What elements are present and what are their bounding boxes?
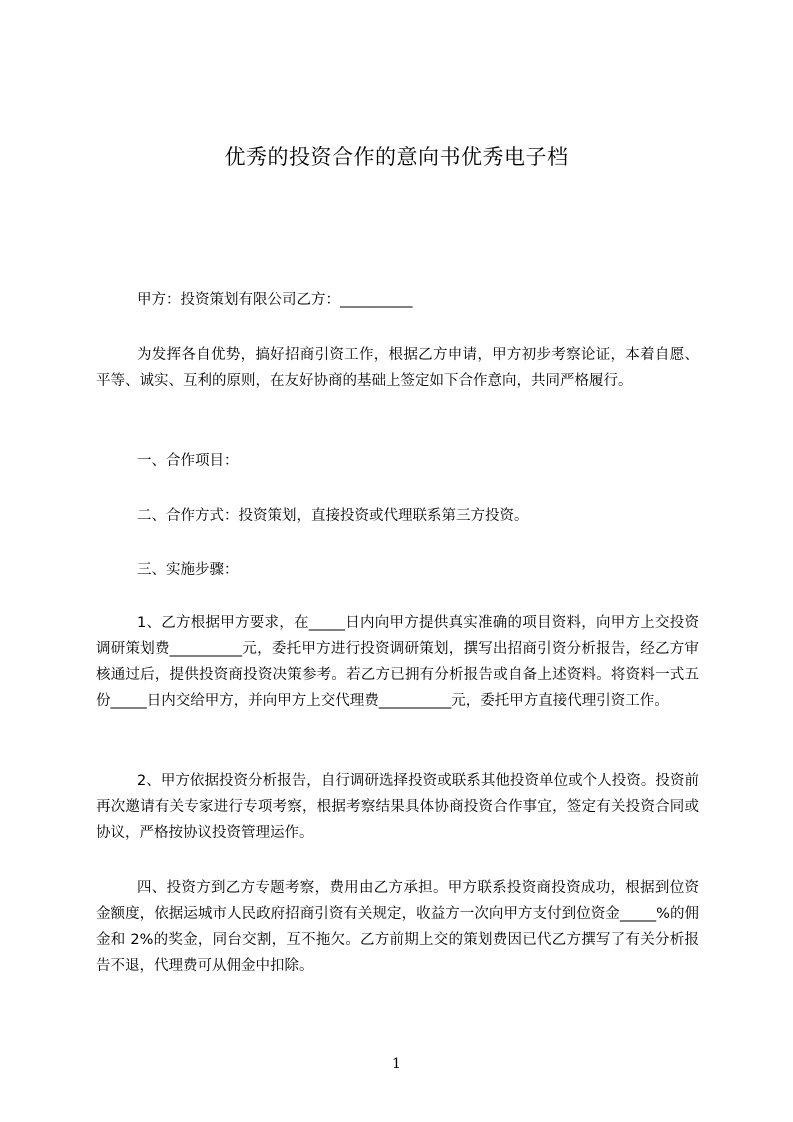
intro-paragraph: 为发挥各自优势，搞好招商引资工作，根据乙方申请，甲方初步考察论证，本着自愿、平等、诚实、互利的原则，在友好协商的基础上签定如下合作意向，共同严格履行。	[96, 347, 699, 389]
section-four-paragraph: 四、投资方到乙方专题考察，费用由乙方承担。甲方联系投资商投资成功，根据到位资金额度，依据运城市人民政府招商引资有关规定，收益方一次向甲方支付到位资金_____%的佣金和 2%的奖金，同台交割，互不拖欠。乙方前期上交的策划费因已代乙方撰写了有关分析报告不退，代理费可从佣金中扣除。	[96, 880, 699, 974]
document-title: 优秀的投资合作的意向书优秀电子档	[224, 145, 569, 169]
section-implementation-steps: 三、实施步骤：	[137, 562, 239, 578]
parties-line: 甲方：投资策划有限公司乙方：__________	[137, 292, 413, 308]
section-cooperation-project: 一、合作项目：	[137, 453, 239, 469]
section-cooperation-method: 二、合作方式：投资策划，直接投资或代理联系第三方投资。	[137, 508, 529, 524]
page-number: 1	[392, 1056, 401, 1072]
step-1-paragraph: 1、乙方根据甲方要求，在_____日内向甲方提供真实准确的项目资料，向甲方上交投资调研策划费__________元，委托甲方进行投资调研策划，撰写出招商引资分析报告，经乙方审核通过后，提供投资商投资决策参考。若乙方已拥有分析报告或自备上述资料。将资料一式五份_____日内交给甲方，并向甲方上交代理费__________元，委托甲方直接代理引资工作。	[96, 615, 699, 709]
step-2-paragraph: 2、甲方依据投资分析报告，自行调研选择投资或联系其他投资单位或个人投资。投资前再次邀请有关专家进行专项考察，根据考察结果具体协商投资合作事宜，签定有关投资合同或协议，严格按协议投资管理运作。	[96, 773, 699, 841]
